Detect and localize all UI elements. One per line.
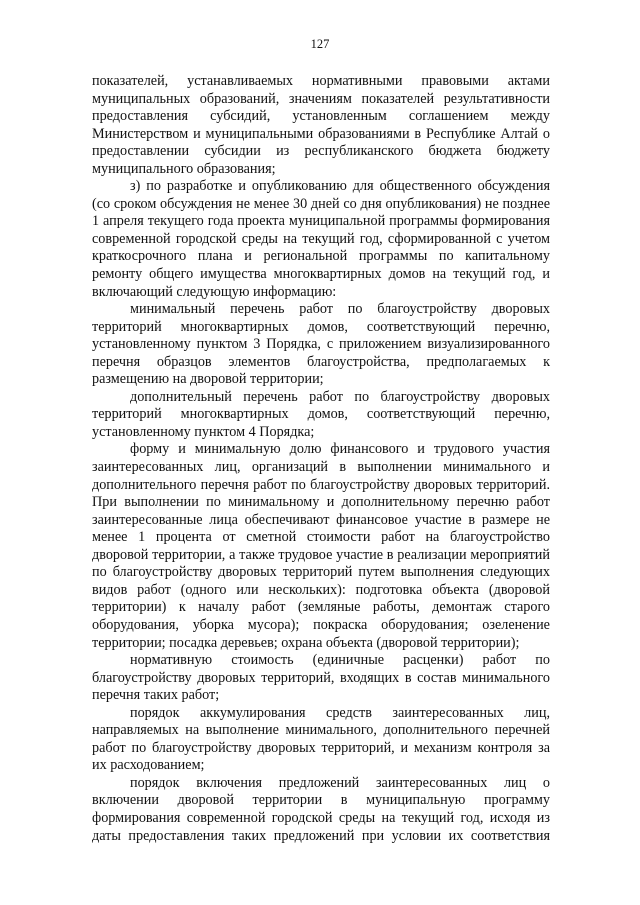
paragraph: показателей, устанавливаемых нормативными правовыми актами муниципальных образований, значениям показателей результативности предоставления субсидий, установленным соглашением между Министерством и муниципальными образованиями в Республике Алтай о предоставлении субсидии из республиканского бюджета бюджету муниципального образования; bbox=[92, 73, 550, 177]
paragraph: порядок включения предложений заинтересованных лиц о включении дворовой территории в муниципальную программу формирования современной городской среды на текущий год, исходя из даты предоставления таких предложений при условии их соответствия bbox=[92, 774, 550, 844]
paragraph: з) по разработке и опубликованию для общественного обсуждения (со сроком обсуждения не менее 30 дней со дня опубликования) не позднее 1 апреля текущего года проекта муниципальной программы формирования современной городской среды на текущий год, сформированной с учетом краткосрочного плана и региональной программы по капитальному ремонту общего имущества многоквартирных домов на текущий год, и включающий следующую информацию: bbox=[92, 178, 550, 300]
paragraph: порядок аккумулирования средств заинтересованных лиц, направляемых на выполнение минимального, дополнительного перечней работ по благоустройству дворовых территорий, и механизм контроля за их расходованием; bbox=[92, 704, 550, 774]
page-number: 127 bbox=[310, 37, 330, 51]
document-body bbox=[92, 73, 550, 845]
paragraph: форму и минимальную долю финансового и трудового участия заинтересованных лиц, организаций в выполнении минимального и дополнительного перечня работ по благоустройству дворовых территорий. При выполнении по минимальному и дополнительному перечню работ заинтересованные лица обеспечивают финансовое участие в размере не менее 1 процента от сметной стоимости работ на благоустройство дворовой территории, а также трудовое участие в реализации мероприятий по благоустройству дворовых территорий путем выполнения следующих видов работ (одного или нескольких): подготовка объекта (дворовой территории) к началу работ (земляные работы, демонтаж старого оборудования, уборка мусора); покраска оборудования; озеленение территории; посадка деревьев; охрана объекта (дворовой территории); bbox=[92, 441, 550, 651]
paragraph: минимальный перечень работ по благоустройству дворовых территорий многоквартирных домов, соответствующий перечню, установленному пунктом 3 Порядка, с приложением визуализированного перечня образцов элементов благоустройства, предполагаемых к размещению на дворовой территории; bbox=[92, 301, 550, 388]
paragraph: нормативную стоимость (единичные расценки) работ по благоустройству дворовых территорий, входящих в состав минимального перечня таких работ; bbox=[92, 652, 550, 704]
paragraph: дополнительный перечень работ по благоустройству дворовых территорий многоквартирных домов, соответствующий перечню, установленному пунктом 4 Порядка; bbox=[92, 388, 550, 440]
